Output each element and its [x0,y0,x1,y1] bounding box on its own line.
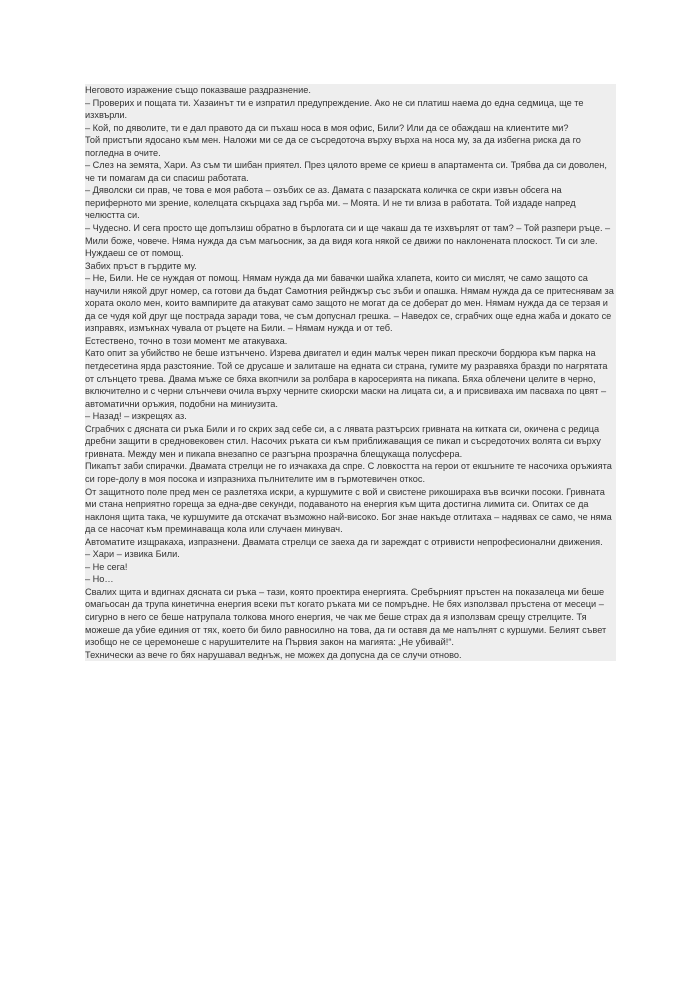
paragraph: От защитното поле пред мен се разлетяха искри, а куршумите с вой и свистене рикошираха във всички посоки. Гривната ми стана неприятно гореща за една-две секунди, подаваното на енергия към щита достигна лимита си. Опитах се да наклоня щита така, че куршумите да отскачат възможно най-високо. Бог знае накъде отлитаха – надявах се само, че няма да се насочат към преминаваща кола или случаен минувач. [85,486,612,535]
paragraph: Той пристъпи ядосано към мен. Наложи ми се да се съсредоточа върху върха на носа му, за да избегна риска да го погледна в очите. [85,135,581,158]
paragraph: – Не, Били. Не се нуждая от помощ. Нямам нужда да ми бавачки шайка хлапета, които си мислят, че само защото са научили някой друг номер, са готови да бъдат Самотния рейнджър със зъби и опашка. Нямам нужда да се притеснявам за хората около мен, които вампирите да атакуват само защото не могат да се доберат до мен. Нямам нужда да се терзая и да се чудя кой друг ще пострада заради това, че съм допуснал грешка. – Наведох се, сграбчих още една жаба и докато се изправях, измъкнах чувала от ръцете на Били. – Нямам нужда и от теб. [85,273,614,334]
paragraph: Неговото изражение също показваше раздразнение. [85,85,311,95]
paragraph: – Провериx и пощата ти. Хазаинът ти е изпратил предупреждение. Ако не си платиш наема до една седмица, ще те изхвърли. [85,97,584,121]
paragraph: – Хари – извика Били. [85,549,180,560]
paragraph: – Слез на земята, Хари. Аз съм ти шибан приятел. През цялото време се криеш в апартамента си. Трябва да си доволен, че ти помагам да си спасиш работата. [85,160,607,183]
paragraph: Технически аз вече го бях нарушавал веднъж, не можех да допусна да се случи отново. [85,649,462,660]
paragraph: – Чудесно. И сега просто ще допълзиш обратно в бърлогата си и ще чакаш да те изхвърлят от там? – Той разпери ръце. – Мили боже, човече. Няма нужда да съм магьосник, за да видя кога някой се движи по наклонената плоскост. Ти си зле. Нуждаеш се от помощ. [85,223,611,259]
paragraph: Автоматите изщракаха, изпразнени. Двамата стрелци се заеха да ги зареждат с отривисти непрофесионални движения. [85,536,603,547]
paragraph: – Дяволски си прав, че това е моя работа – озъбих се аз. Дамата с пазарската количка се скри извън обсега на периферното ми зрение, колелцата скърцаха зад гърба ми. – Моята. И не ти влиза в работата. Той издаде напред челюстта си. [85,185,576,221]
paragraph: Като опит за убийство не беше изтънчено. Изрева двигател и един малък черен пикап прескочи бордюра към парка на петдесетина ярда разстояние. Той се друсаше и залиташе на едната си страна, гумите му разравяха бразди по нагрятата от слънцето трева. Двама мъже се бяха вкопчили за ролбара в каросерията на пикапа. Бяха облечени целите в черно, включително и с черни слънчеви очила върху черните скиорски маски на лицата си, а и присвиваха им пасваха по цвят – автоматични оръжия, подобни на миниузита. [85,348,608,409]
paragraph: – Не сега! [85,561,128,572]
paragraph: – Назад! – изкрещях аз. [85,411,187,422]
paragraph: Забих пръст в гърдите му. [85,260,197,271]
paragraph: Свалих щита и вдигнах дясната си ръка – тази, която проектира енергията. Сребърният пръстен на показалеца ми беше омагьосан да трупа кинетична енергия всеки път когато ръката ми се помръдне. Не бях използвал пръстена от месеци – сигурно в него се беше натрупала толкова много енергия, че чак ме беше страх да я използвам срещу стрелците. Тя можеше да убие единия от тях, което би било равносилно на това, да ги оставя да ме напълнят с куршуми. Белият съвет изобщо не се церемонеше с нарушителите на Първия закон на магията: „Не убивай!“. [85,586,607,648]
paragraph: Сграбчих с дясната си ръка Били и го скрих зад себе си, а с лявата разтърсих гривната на китката си, окичена с редица дребни защити в средновековен стил. Насочих ръката си към приближаващия се пикап и съсредоточих волята си върху гривната. Между мен и пикапа внезапно се разгърна прозрачна блещукаща полусфера. [85,423,601,459]
document-text [85,84,616,661]
paragraph: – Кой, по дяволите, ти е дал правото да си пъхаш носа в моя офис, Били? Или да се обаждаш на клиентите ми? [85,122,569,133]
paragraph: Естествено, точно в този момент ме атакуваха. [85,335,288,346]
paragraph: Пикапът заби спирачки. Двамата стрелци не го изчакаха да спре. С ловкостта на герои от екшъните те насочиха оръжията си горе-долу в моя посока и изпразниха пълнителите им в гърмотевичен откос. [85,461,612,484]
paragraph: – Но… [85,574,114,585]
